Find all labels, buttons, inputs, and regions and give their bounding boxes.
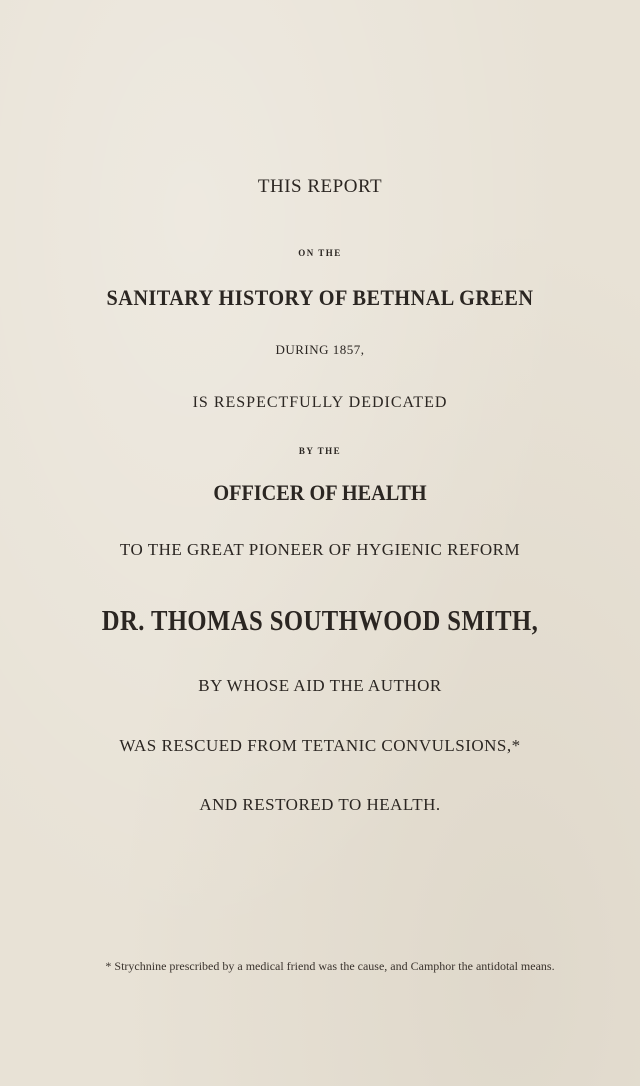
dedication-line-sanitary-history: SANITARY HISTORY OF BETHNAL GREEN — [106, 285, 534, 310]
footnote: * Strychnine prescribed by a medical friend was the cause, and Camphor the antidotal means. — [105, 959, 555, 973]
dedication-line-during-year: DURING 1857, — [275, 342, 365, 357]
dedication-line-by-whose-aid: BY WHOSE AID THE AUTHOR — [198, 676, 442, 695]
dedication-line-this-report: THIS REPORT — [257, 176, 383, 197]
dedication-line-respectfully-dedicated: IS RESPECTFULLY DEDICATED — [192, 394, 448, 411]
dedication-line-great-pioneer: TO THE GREAT PIONEER OF HYGIENIC REFORM — [119, 540, 521, 559]
dedication-line-dr-name: DR. THOMAS SOUTHWOOD SMITH, — [101, 606, 539, 637]
show-through-heading — [0, 200, 640, 247]
show-through-decoration — [0, 62, 640, 80]
dedication-line-restored: AND RESTORED TO HEALTH. — [199, 795, 441, 814]
dedication-line-officer-of-health: OFFICER OF HEALTH — [213, 480, 427, 505]
dedication-line-by-the: BY THE — [298, 446, 342, 456]
dedication-line-rescued: WAS RESCUED FROM TETANIC CONVULSIONS,* — [119, 736, 521, 755]
dedication-line-on-the: ON THE — [298, 248, 342, 258]
